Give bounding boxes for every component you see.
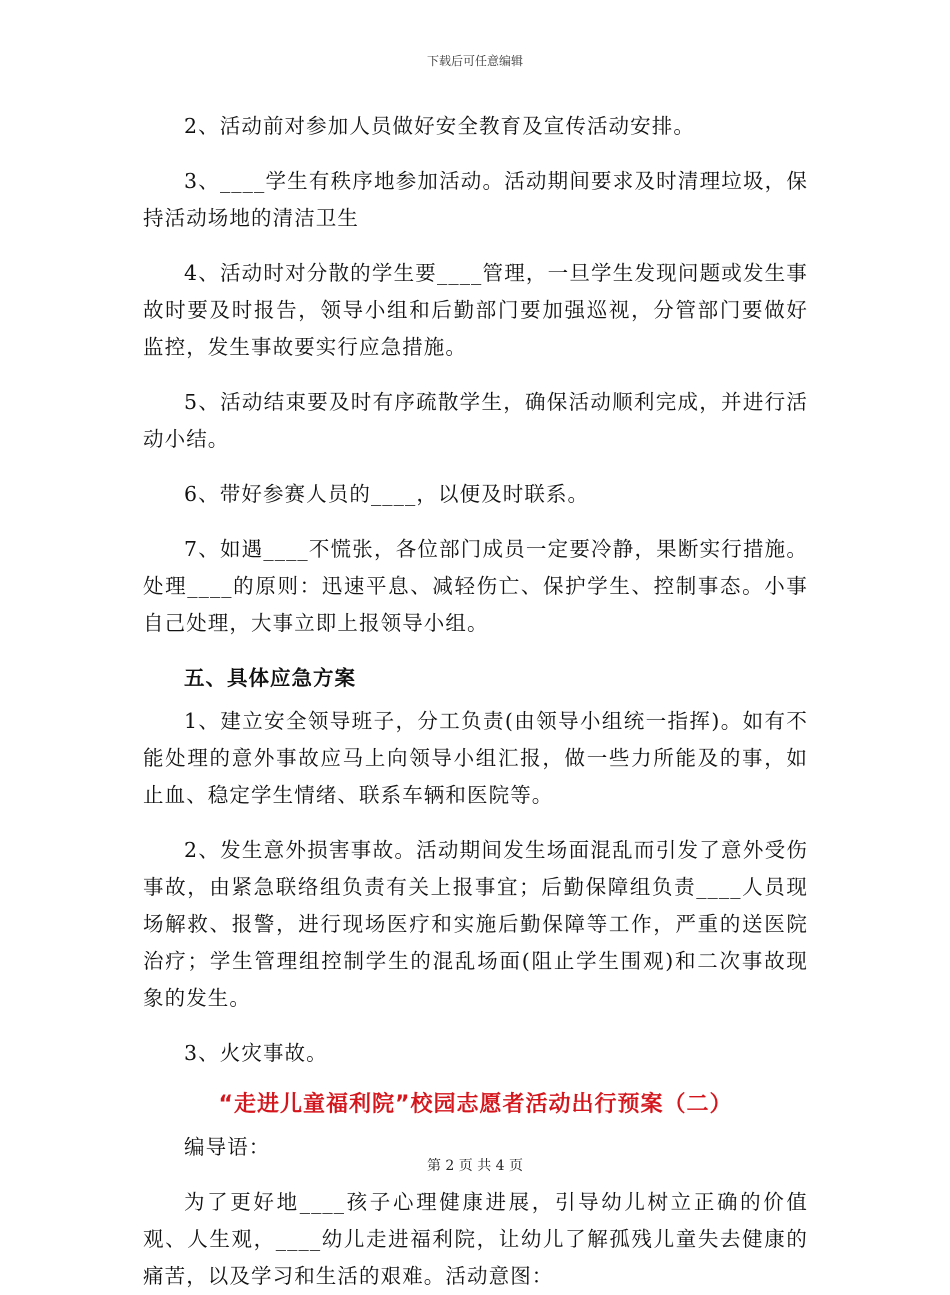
page-number-footer: 第 2 页 共 4 页 xyxy=(426,1158,524,1174)
paragraph-plan-2: 2、发生意外损害事故。活动期间发生场面混乱而引发了意外受伤事故，由紧急联络组负责有关上报事宜；后勤保障组负责____人员现场解救、报警，进行现场医疗和实施后勤保障等工作，严重的送医院治疗；学生管理组控制学生的混乱场面(阻止学生围观)和二次事故现象的发生。 xyxy=(143,838,808,1010)
paragraph-intro: 为了更好地____孩子心理健康进展，引导幼儿树立正确的价值观、人生观，____幼儿走进福利院，让幼儿了解孤残儿童失去健康的痛苦，以及学习和生活的艰难。活动意图： xyxy=(143,1190,808,1288)
paragraph-item-6: 6、带好参赛人员的____，以便及时联系。 xyxy=(184,482,590,506)
paragraph-item-2: 2、活动前对参加人员做好安全教育及宣传活动安排。 xyxy=(184,114,695,138)
document-title: “走进儿童福利院”校园志愿者活动出行预案（二） xyxy=(218,1092,733,1117)
section-heading-emergency-plan: 五、具体应急方案 xyxy=(184,666,356,690)
paragraph-plan-3: 3、火灾事故。 xyxy=(184,1041,328,1065)
paragraph-item-7: 7、如遇____不慌张，各位部门成员一定要冷静，果断实行措施。处理____的原则：迅速平息、减轻伤亡、保护学生、控制事态。小事自己处理，大事立即上报领导小组。 xyxy=(143,537,808,635)
page-header-note: 下载后可任意编辑 xyxy=(426,54,523,68)
paragraph-plan-1: 1、建立安全领导班子，分工负责(由领导小组统一指挥)。如有不能处理的意外事故应马上向领导小组汇报，做一些力所能及的事，如止血、稳定学生情绪、联系车辆和医院等。 xyxy=(143,709,808,807)
paragraph-editor-note-label: 编导语： xyxy=(184,1135,271,1159)
paragraph-item-4: 4、活动时对分散的学生要____管理，一旦学生发现问题或发生事故时要及时报告，领导小组和后勤部门要加强巡视，分管部门要做好监控，发生事故要实行应急措施。 xyxy=(143,261,808,359)
paragraph-item-5: 5、活动结束要及时有序疏散学生，确保活动顺利完成，并进行活动小结。 xyxy=(143,390,808,451)
paragraph-item-3: 3、____学生有秩序地参加活动。活动期间要求及时清理垃圾，保持活动场地的清洁卫生 xyxy=(143,169,808,230)
document-body xyxy=(143,108,808,1295)
